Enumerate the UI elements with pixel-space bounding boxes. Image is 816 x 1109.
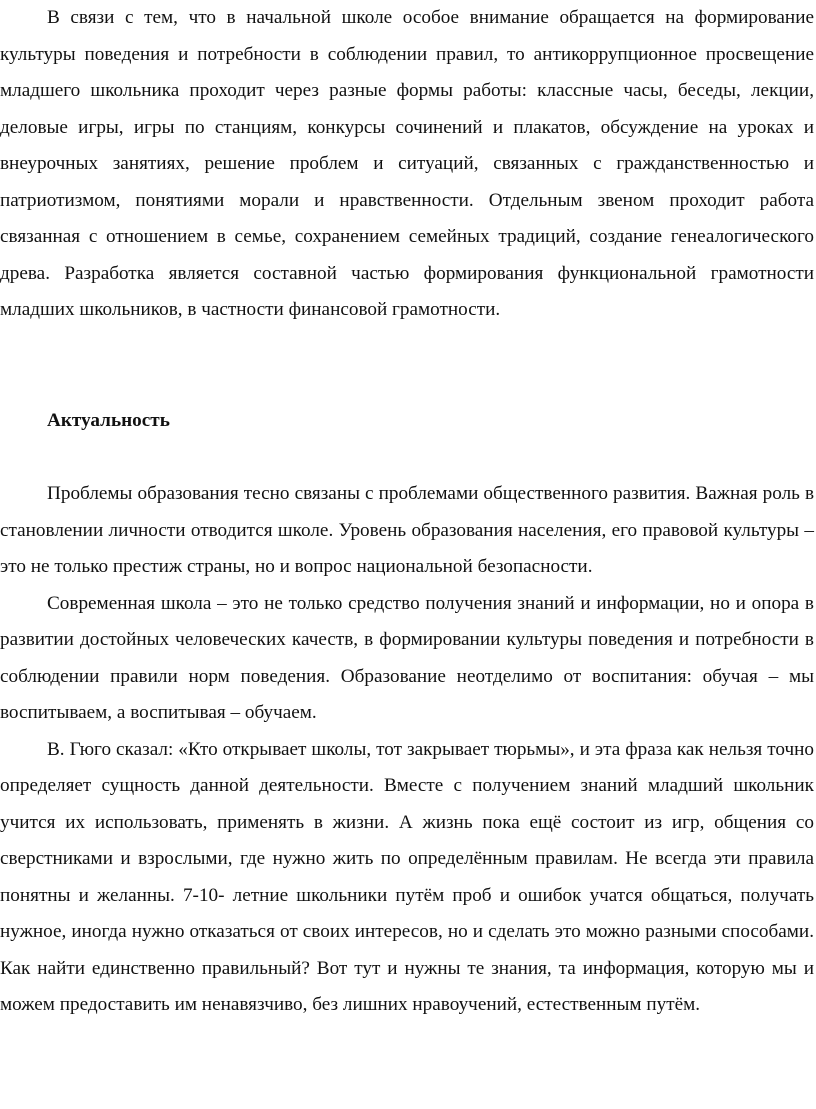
body-paragraph-2: Современная школа – это не только средство получения знаний и информации, но и опора в развитии достойных человеческих качеств, в формировании культуры поведения и потребности в соблюдении правили норм поведения. Образование неотделимо от воспитания: обучая – мы воспитываем, а воспитывая – обучаем.: [0, 592, 814, 723]
section-heading: Актуальность: [47, 410, 170, 431]
intro-paragraph: В связи с тем, что в начальной школе особое внимание обращается на формирование культуры поведения и потребности в соблюдении правил, то антикоррупционное просвещение младшего школьника проходит через разные формы работы: классные часы, беседы, лекции, деловые игры, игры по станциям, конкурсы сочинений и плакатов, обсуждение на уроках и внеурочных занятиях, решение проблем и ситуаций, связанных с гражданственностью и патриотизмом, понятиями морали и нравственности. Отдельным звеном проходит работа связанная с отношением в семье, сохранением семейных традиций, создание генеалогического древа. Разработка является составной частью формирования функциональной грамотности младших школьников, в частности финансовой грамотности.: [0, 7, 814, 320]
body-paragraph-1: Проблемы образования тесно связаны с проблемами общественного развития. Важная роль в становлении личности отводится школе. Уровень образования населения, его правовой культуры – это не только престиж страны, но и вопрос национальной безопасности.: [0, 483, 814, 577]
section-body: [0, 476, 814, 1024]
body-paragraph-3: В. Гюго сказал: «Кто открывает школы, тот закрывает тюрьмы», и эта фраза как нельзя точно определяет сущность данной деятельности. Вместе с получением знаний младший школьник учится их использовать, применять в жизни. А жизнь пока ещё состоит из игр, общения со сверстниками и взрослыми, где нужно жить по определённым правилам. Не всегда эти правила понятны и желанны. 7-10- летние школьники путём проб и ошибок учатся общаться, получать нужное, иногда нужно отказаться от своих интересов, но и сделать это можно разными способами. Как найти единственно правильный? Вот тут и нужны те знания, та информация, которую мы и можем предоставить им ненавязчиво, без лишних нравоучений, естественным путём.: [0, 738, 814, 1015]
